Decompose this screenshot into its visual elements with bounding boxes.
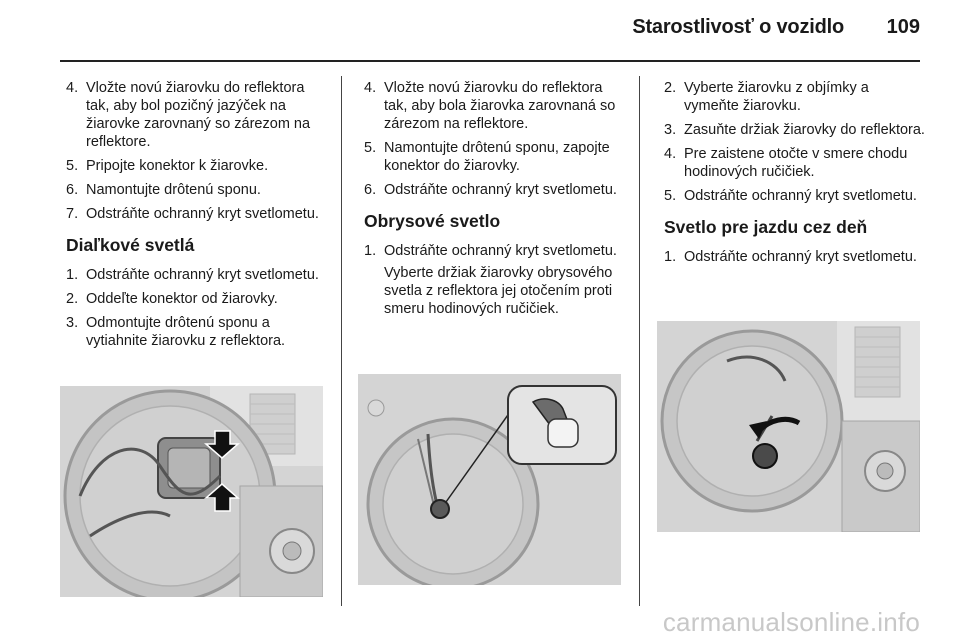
- watermark: carmanualsonline.info: [662, 607, 920, 637]
- steps-list: [364, 79, 626, 199]
- header-rule: [60, 60, 920, 62]
- list-item: 4. Pre zaistene otočte v smere chodu hodinových ručičiek.: [664, 146, 908, 180]
- page-header-title: Starostlivosť o vozidlo: [632, 16, 844, 38]
- steps-list: [66, 266, 328, 350]
- list-item: 7. Odstráňte ochranný kryt svetlometu.: [66, 206, 319, 222]
- list-item: 4. Vložte novú žiarovku do reflektora tak, aby bola žiarovka zarovnaná so zárezom na reflektore.: [364, 80, 616, 132]
- steps-list: [66, 79, 328, 223]
- section-heading: Obrysové svetlo: [364, 211, 501, 231]
- list-item: 1. Odstráňte ochranný kryt svetlometu. Vyberte držiak žiarovky obrysového svetla z reflektora jej otočením proti smeru hodinových ručičiek.: [364, 243, 617, 317]
- column-divider-2: [639, 76, 640, 606]
- headlamp-illustration: [657, 321, 920, 532]
- list-item: 6. Odstráňte ochranný kryt svetlometu.: [364, 182, 617, 198]
- column-2: [364, 79, 626, 324]
- page-number: 109: [886, 16, 920, 38]
- list-item: 5. Namontujte drôtenú sponu, zapojte konektor do žiarovky.: [364, 140, 610, 174]
- steps-list: [664, 248, 926, 266]
- list-item: 2. Oddeľte konektor od žiarovky.: [66, 291, 278, 307]
- list-item: 1. Odstráňte ochranný kryt svetlometu.: [66, 267, 319, 283]
- list-item: 1. Odstráňte ochranný kryt svetlometu.: [664, 249, 917, 265]
- list-item: 5. Odstráňte ochranný kryt svetlometu.: [664, 188, 917, 204]
- headlamp-illustration: [60, 386, 323, 597]
- headlamp-illustration: [358, 374, 621, 585]
- section-heading: Diaľkové svetlá: [66, 235, 195, 255]
- section-heading: Svetlo pre jazdu cez deň: [664, 217, 868, 237]
- list-item: 3. Zasuňte držiak žiarovky do reflektora.: [664, 122, 925, 138]
- daytime-running-light-illustration: [657, 321, 920, 532]
- steps-list: [664, 79, 926, 205]
- high-beam-bulb-illustration: [60, 386, 323, 597]
- list-item: 5. Pripojte konektor k žiarovke.: [66, 158, 269, 174]
- list-item: 4. Vložte novú žiarovku do reflektora tak, aby bol pozičný jazýček na žiarovke zarovnaný so zárezom na reflektore.: [66, 80, 311, 150]
- list-item: 2. Vyberte žiarovku z objímky a vymeňte žiarovku.: [664, 80, 869, 114]
- column-3: [664, 79, 926, 272]
- list-item: 3. Odmontujte drôtenú sponu a vytiahnite žiarovku z reflektora.: [66, 315, 286, 349]
- steps-list: [364, 242, 626, 318]
- column-1: [66, 79, 328, 356]
- column-divider-1: [341, 76, 342, 606]
- list-item: 6. Namontujte drôtenú sponu.: [66, 182, 261, 198]
- side-marker-bulb-illustration: [358, 374, 621, 585]
